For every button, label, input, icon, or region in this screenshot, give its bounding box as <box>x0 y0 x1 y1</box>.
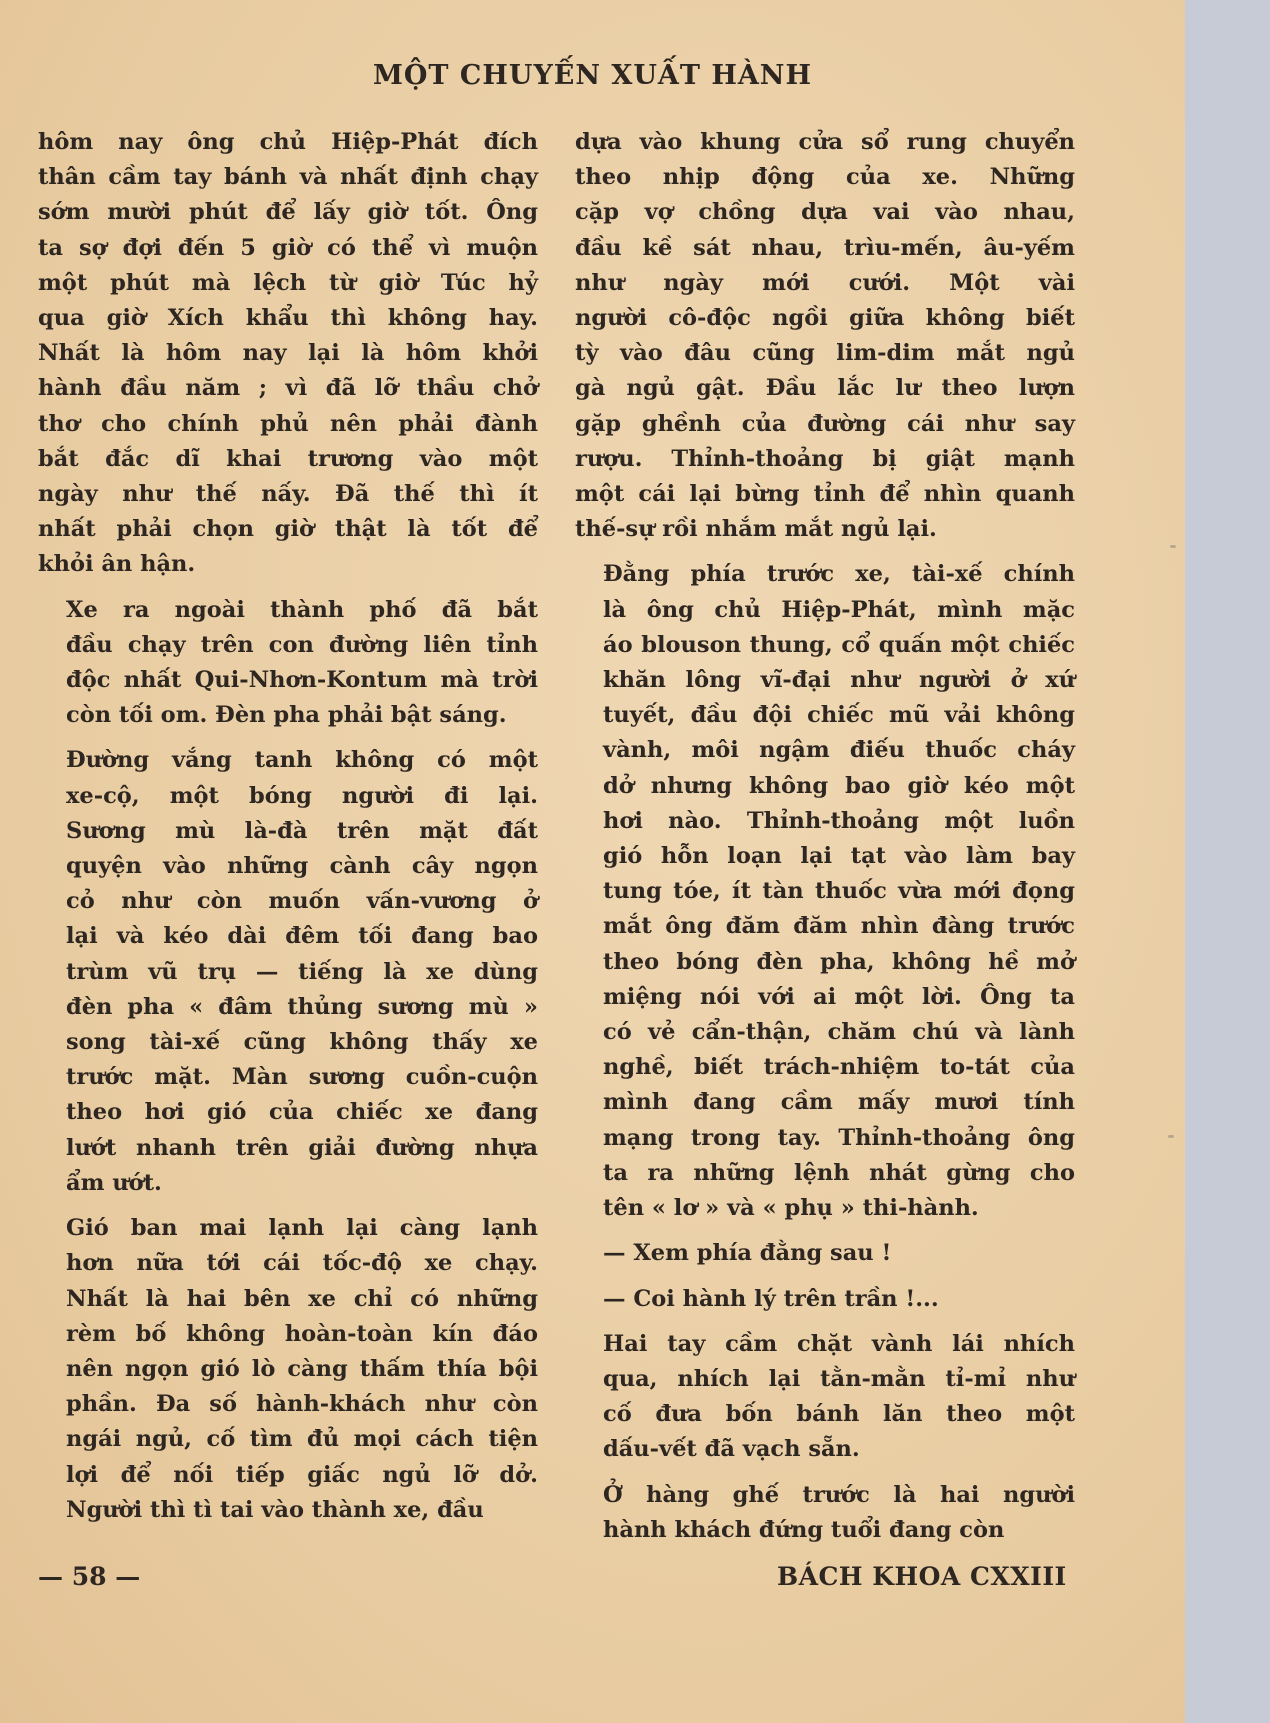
text-line: qua giờ Xích khẩu thì không hay. <box>38 305 538 332</box>
text-line: qua, nhích lại tằn-mằn tỉ-mỉ như <box>603 1365 1075 1392</box>
paragraph <box>38 743 538 1201</box>
text-line: còn tối om. Đèn pha phải bật sáng. <box>66 702 507 729</box>
text-line: khỏi ân hận. <box>38 551 196 578</box>
text-line: ngái ngủ, cố tìm đủ mọi cách tiện <box>66 1426 538 1453</box>
paragraph <box>38 1211 538 1528</box>
text-line: Nhất là hôm nay lại là hôm khởi <box>38 340 538 367</box>
text-line: theo hơi gió của chiếc xe đang <box>66 1099 538 1126</box>
text-line: cố đưa bốn bánh lăn theo một <box>603 1401 1075 1428</box>
text-line: thơ cho chính phủ nên phải đành <box>38 410 538 437</box>
text-line: có vẻ cẩn-thận, chăm chú và lành <box>603 1019 1075 1046</box>
page-number: — 58 — <box>38 1562 141 1591</box>
text-line: đèn pha « đâm thủng sương mù » <box>66 993 538 1020</box>
text-line: sớm mười phút để lấy giờ tốt. Ông <box>38 199 538 226</box>
text-line: rượu. Thỉnh-thoảng bị giật mạnh <box>575 445 1075 472</box>
paragraph <box>575 557 1075 1226</box>
text-line: hành đầu năm ; vì đã lỡ thầu chở <box>38 375 538 402</box>
text-line: là ông chủ Hiệp-Phát, mình mặc <box>603 596 1075 623</box>
paragraph <box>575 1236 1075 1271</box>
text-line: xe-cộ, một bóng người đi lại. <box>66 782 538 809</box>
text-line: độc nhất Qui-Nhơn-Kontum mà trời <box>66 667 538 694</box>
text-line: mạng trong tay. Thỉnh-thoảng ông <box>603 1124 1075 1151</box>
text-line: phần. Đa số hành-khách như còn <box>66 1391 538 1418</box>
text-line: gà ngủ gật. Đầu lắc lư theo lượn <box>575 375 1075 402</box>
text-line: trùm vũ trụ — tiếng là xe dùng <box>66 958 538 985</box>
text-line: mình đang cầm mấy mươi tính <box>603 1089 1075 1116</box>
text-line: dựa vào khung cửa sổ rung chuyển <box>575 129 1075 155</box>
paragraph <box>575 1327 1075 1468</box>
text-line: lại và kéo dài đêm tối đang bao <box>66 923 538 950</box>
text-line: tỳ vào đâu cũng lim-dim mắt ngủ <box>575 340 1075 367</box>
left-text-column <box>38 125 538 1538</box>
text-line: hơn nữa tới cái tốc-độ xe chạy. <box>66 1250 538 1277</box>
text-line: Nhất là hai bên xe chỉ có những <box>66 1285 538 1312</box>
text-line: hành khách đứng tuổi đang còn <box>603 1516 1005 1543</box>
paragraph <box>38 593 538 734</box>
text-line: đầu chạy trên con đường liên tỉnh <box>66 631 538 658</box>
text-line: Đường vắng tanh không có một <box>66 747 538 774</box>
paragraph <box>575 1282 1075 1317</box>
text-line: ta sợ đợi đến 5 giờ có thể vì muộn <box>38 234 538 261</box>
text-line: người cô-độc ngồi giữa không biết <box>575 305 1075 332</box>
text-line: ngày như thế nấy. Đã thế thì ít <box>38 481 538 508</box>
text-line: một phút mà lệch từ giờ Túc hỷ <box>38 269 538 296</box>
text-line: tung tóe, ít tàn thuốc vừa mới đọng <box>603 878 1075 905</box>
text-line: thế-sự rồi nhắm mắt ngủ lại. <box>575 516 937 543</box>
paper-speck <box>1170 545 1176 548</box>
text-line: mắt ông đăm đăm nhìn đàng trước <box>603 913 1075 940</box>
text-line: như ngày mới cưới. Một vài <box>575 269 1075 296</box>
publication-name: BÁCH KHOA CXXIII <box>777 1562 1067 1591</box>
text-line: hôm nay ông chủ Hiệp-Phát đích <box>38 129 538 155</box>
text-line: — Coi hành lý trên trần !... <box>603 1285 939 1312</box>
right-text-column <box>575 125 1075 1558</box>
text-line: trước mặt. Màn sương cuồn-cuộn <box>66 1064 538 1091</box>
paragraph <box>38 125 538 583</box>
text-line: ta ra những lệnh nhát gừng cho <box>603 1159 1075 1186</box>
text-line: gặp ghềnh của đường cái như say <box>575 410 1075 437</box>
text-line: áo blouson thung, cổ quấn một chiếc <box>603 631 1075 658</box>
text-line: theo bóng đèn pha, không hề mở <box>603 948 1075 975</box>
paper-speck <box>1168 1135 1174 1138</box>
text-line: nghề, biết trách-nhiệm to-tát của <box>603 1054 1075 1081</box>
text-line: Đằng phía trước xe, tài-xế chính <box>603 561 1075 588</box>
text-line: theo nhịp động của xe. Những <box>575 164 1075 191</box>
text-line: vành, môi ngậm điếu thuốc cháy <box>603 737 1075 764</box>
text-line: rèm bố không hoàn-toàn kín đáo <box>66 1320 538 1347</box>
text-line: dở nhưng không bao giờ kéo một <box>603 772 1075 799</box>
text-line: tên « lơ » và « phụ » thi-hành. <box>603 1195 979 1222</box>
text-line: quyện vào những cành cây ngọn <box>66 853 538 880</box>
text-line: cặp vợ chồng dựa vai vào nhau, <box>575 199 1075 226</box>
paragraph <box>575 1478 1075 1548</box>
text-line: gió hỗn loạn lại tạt vào làm bay <box>603 843 1075 870</box>
text-line: khăn lông vĩ-đại như người ở xứ <box>603 667 1075 694</box>
text-line: dấu-vết đã vạch sẵn. <box>603 1436 860 1463</box>
scan-background-edge <box>1185 0 1270 1723</box>
text-line: Ở hàng ghế trước là hai người <box>603 1481 1075 1508</box>
text-line: Hai tay cầm chặt vành lái nhích <box>603 1330 1075 1357</box>
text-line: tuyết, đầu đội chiếc mũ vải không <box>603 702 1075 729</box>
text-line: nhất phải chọn giờ thật là tốt để <box>38 516 538 543</box>
text-line: lợi để nối tiếp giấc ngủ lỡ dở. <box>66 1461 538 1488</box>
text-line: nên ngọn gió lò càng thấm thía bội <box>66 1355 538 1382</box>
text-line: lướt nhanh trên giải đường nhựa <box>66 1134 538 1161</box>
running-head-title: MỘT CHUYẾN XUẤT HÀNH <box>373 60 812 91</box>
text-line: hơi nào. Thỉnh-thoảng một luồn <box>603 807 1075 834</box>
text-line: song tài-xế cũng không thấy xe <box>66 1029 538 1056</box>
paragraph <box>575 125 1075 547</box>
text-line: bắt đắc dĩ khai trương vào một <box>38 445 538 472</box>
text-line: Xe ra ngoài thành phố đã bắt <box>66 596 538 623</box>
text-line: ẩm ướt. <box>66 1169 162 1196</box>
text-line: cỏ như còn muốn vấn-vương ở <box>66 888 538 915</box>
text-line: một cái lại bừng tỉnh để nhìn quanh <box>575 481 1075 508</box>
text-line: Người thì tì tai vào thành xe, đầu <box>66 1496 484 1523</box>
text-line: Sương mù là-đà trên mặt đất <box>66 817 538 844</box>
text-line: miệng nói với ai một lời. Ông ta <box>603 983 1075 1010</box>
text-line: đầu kề sát nhau, trìu-mến, âu-yếm <box>575 234 1075 261</box>
text-line: Gió ban mai lạnh lại càng lạnh <box>66 1215 538 1242</box>
text-line: thân cầm tay bánh và nhất định chạy <box>38 164 538 191</box>
text-line: — Xem phía đằng sau ! <box>603 1240 892 1267</box>
